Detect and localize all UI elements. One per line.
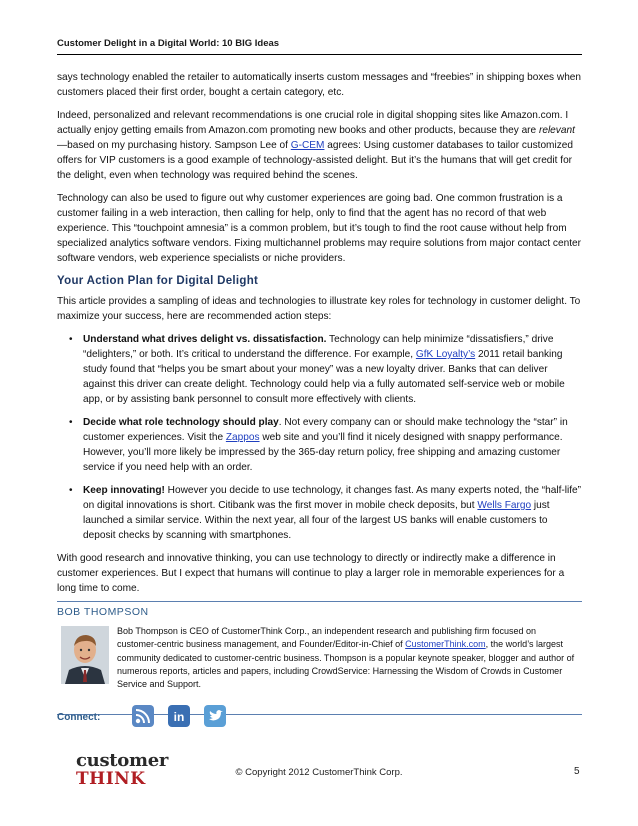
- zappos-link[interactable]: Zappos: [225, 432, 260, 443]
- logo-line-think: THINK: [76, 769, 146, 789]
- emphasis-relevant: relevant: [538, 125, 575, 136]
- rss-icon[interactable]: [132, 705, 154, 727]
- article-body: [57, 70, 582, 604]
- list-item: • Keep innovating! However you decide to use technology, it changes fast. As many experts noted, the “half-life” on digital innovations is short. Citibank was the first mover in mobile check deposits, but Wells Fargo just launched a similar service. Within the next year, all four of the largest US banks will enable customers to deposit checks by scanning with smartphones.: [69, 485, 581, 541]
- bullet-icon: •: [69, 334, 73, 345]
- author-bio-text: Bob Thompson is CEO of CustomerThink Corp., an independent research and publishing firm focused on customer-centric business management, and Founder/Editor-in-Chief of CustomerThink.com, the world’s largest community dedicated to customer-centric business. Thompson is a popular keynote speaker, blogger and author of numerous reports, articles and papers, including CrowdService: Harnessing the Wisdom of Crowds in Customer Service and Support.: [117, 626, 575, 690]
- bullet-icon: •: [69, 485, 73, 496]
- paragraph-3: Technology can also be used to figure out why customer experiences are going bad. One common frustration is a customer failing in a web interaction, then calling for help, only to find that the agent has no record of that web experience. This “touchpoint amnesia” is a common problem, but it’s tough to find the root cause without help from specialized analytics software vendors. Fixing multichannel problems may require solutions from major contact center software vendors, web experience specialists or niche providers.: [57, 193, 581, 264]
- running-header-title: Customer Delight in a Digital World: 10 BIG Ideas: [57, 38, 280, 49]
- gcem-link[interactable]: G-CEM: [290, 140, 325, 151]
- connect-label: Connect:: [57, 712, 101, 723]
- list-item: • Decide what role technology should play. Not every company can or should make technology the “star” in customer experiences. Visit the Zappos web site and you’ll find it nicely designed with snappy performance. However, you’ll more likely be impressed by the 365-day return policy, free shipping and amazing customer service if you need help with an order.: [69, 417, 568, 473]
- linkedin-glyph: in: [173, 710, 185, 724]
- author-photo: [61, 626, 109, 684]
- author-name: BOB THOMPSON: [57, 606, 149, 618]
- logo-line-customer: customer: [76, 750, 169, 771]
- bullet-icon: •: [69, 417, 73, 428]
- action-steps-list: [57, 332, 582, 543]
- paragraph-4: This article provides a sampling of ideas and technologies to illustrate key roles for technology in customer delight. To maximize your success, here are recommended action steps:: [57, 296, 581, 322]
- twitter-icon[interactable]: [204, 705, 226, 727]
- paragraph-5: With good research and innovative thinking, you can use technology to directly or indirectly make a difference in customer experiences. But I expect that humans will continue to play a larger role in memorable experiences for a long time to come.: [57, 553, 565, 594]
- author-bio-box: [57, 601, 582, 715]
- list-item: • Understand what drives delight vs. dissatisfaction. Technology can help minimize “dissatisfiers,” drive “delighters,” or both. It’s critical to understand the difference. For example, GfK Loyalty’s 2011 retail banking study found that “helps you be smart about your money” was a new loyalty driver. Banks that can deliver against this driver can create delight. Technology could help via a fully automated self-service web or mobile app, or by assisting bank personnel to consult more effectively with clients.: [69, 334, 565, 405]
- wells-fargo-link[interactable]: Wells Fargo: [477, 500, 532, 511]
- paragraph-1: says technology enabled the retailer to automatically inserts custom messages and “freebies” in shipping boxes when customers placed their first order, bought a certain category, etc.: [57, 72, 582, 98]
- gfk-loyalty-link[interactable]: GfK Loyalty’s: [415, 349, 476, 360]
- linkedin-icon[interactable]: [168, 705, 190, 727]
- customerthink-link[interactable]: CustomerThink.com: [405, 639, 486, 650]
- copyright-notice: © Copyright 2012 CustomerThink Corp.: [235, 767, 403, 778]
- paragraph-2: Indeed, personalized and relevant recommendations is one crucial role in digital shopping sites like Amazon.com. I actually enjoy getting emails from Amazon.com promoting new books and other products, because they are relevant—based on my purchasing history. Sampson Lee of G-CEM agrees: Using customer databases to tailor customized offers for VIP customers is a good example of technology-assisted delight. But it’s the humans that will get credit for the delight, even when technology was required behind the scenes.: [57, 110, 575, 181]
- section-heading: Your Action Plan for Digital Delight: [57, 275, 259, 287]
- page-number: 5: [574, 766, 580, 777]
- header-divider: [57, 54, 582, 55]
